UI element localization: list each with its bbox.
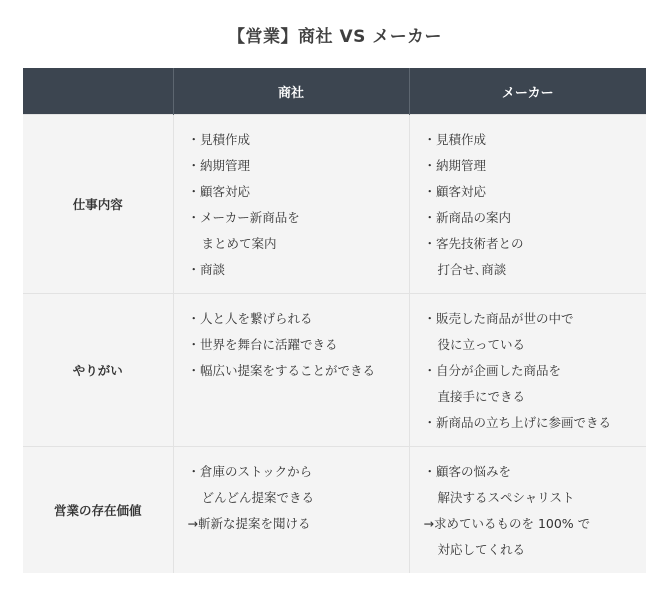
trading-job-content-cell — [173, 115, 409, 294]
list-item: ・幅広い提案をすることができる — [187, 363, 376, 378]
comparison-table — [23, 68, 646, 573]
table-row — [23, 294, 646, 447]
list-item: →求めているものを 100% で — [423, 516, 591, 531]
list-item-continuation: どんどん提案できる — [201, 490, 315, 505]
list-item: ・納期管理 — [423, 158, 487, 173]
list-item: ・新商品の案内 — [423, 210, 512, 225]
list-item-continuation: 打合せ､商談 — [437, 262, 507, 277]
list-item: ・人と人を繋げられる — [187, 311, 313, 326]
list-item: ・見積作成 — [423, 132, 487, 147]
list-item: ・顧客の悩みを — [423, 464, 512, 479]
row-label-job-content: 仕事内容 — [23, 115, 173, 294]
header-empty-cell — [23, 68, 173, 115]
page-title: 【営業】商社 VS メーカー — [228, 27, 442, 47]
list-item-continuation: 役に立っている — [437, 337, 526, 352]
list-item: ・顧客対応 — [187, 184, 251, 199]
row-label-sales-value: 営業の存在価値 — [23, 447, 173, 574]
list-item: ・新商品の立ち上げに参画できる — [423, 415, 612, 430]
trading-rewarding-cell — [173, 294, 409, 447]
list-item: ・客先技術者との — [423, 236, 524, 251]
list-item: ・見積作成 — [187, 132, 251, 147]
list-item: ・商談 — [187, 262, 226, 277]
list-item-continuation: 解決するスペシャリスト — [437, 490, 575, 505]
maker-job-content-cell — [409, 115, 646, 294]
list-item: ・世界を舞台に活躍できる — [187, 337, 338, 352]
header-trading-company: 商社 — [173, 68, 409, 115]
maker-sales-value-cell — [409, 447, 646, 574]
list-item-continuation: まとめて案内 — [201, 236, 277, 251]
table-header-row — [23, 68, 646, 115]
table-row — [23, 115, 646, 294]
list-item: ・納期管理 — [187, 158, 251, 173]
trading-sales-value-cell — [173, 447, 409, 574]
list-item-continuation: 直接手にできる — [437, 389, 526, 404]
maker-rewarding-cell — [409, 294, 646, 447]
list-item-continuation: 対応してくれる — [437, 542, 526, 557]
list-item: ・メーカー新商品を — [187, 210, 300, 225]
list-item: ・倉庫のストックから — [187, 464, 313, 479]
table-row — [23, 447, 646, 574]
row-label-rewarding-points: やりがい — [23, 294, 173, 447]
list-item: ・販売した商品が世の中で — [423, 311, 574, 326]
list-item: ・顧客対応 — [423, 184, 487, 199]
header-manufacturer: メーカー — [409, 68, 646, 115]
list-item: ・自分が企画した商品を — [423, 363, 562, 378]
list-item: →斬新な提案を聞ける — [187, 516, 311, 531]
